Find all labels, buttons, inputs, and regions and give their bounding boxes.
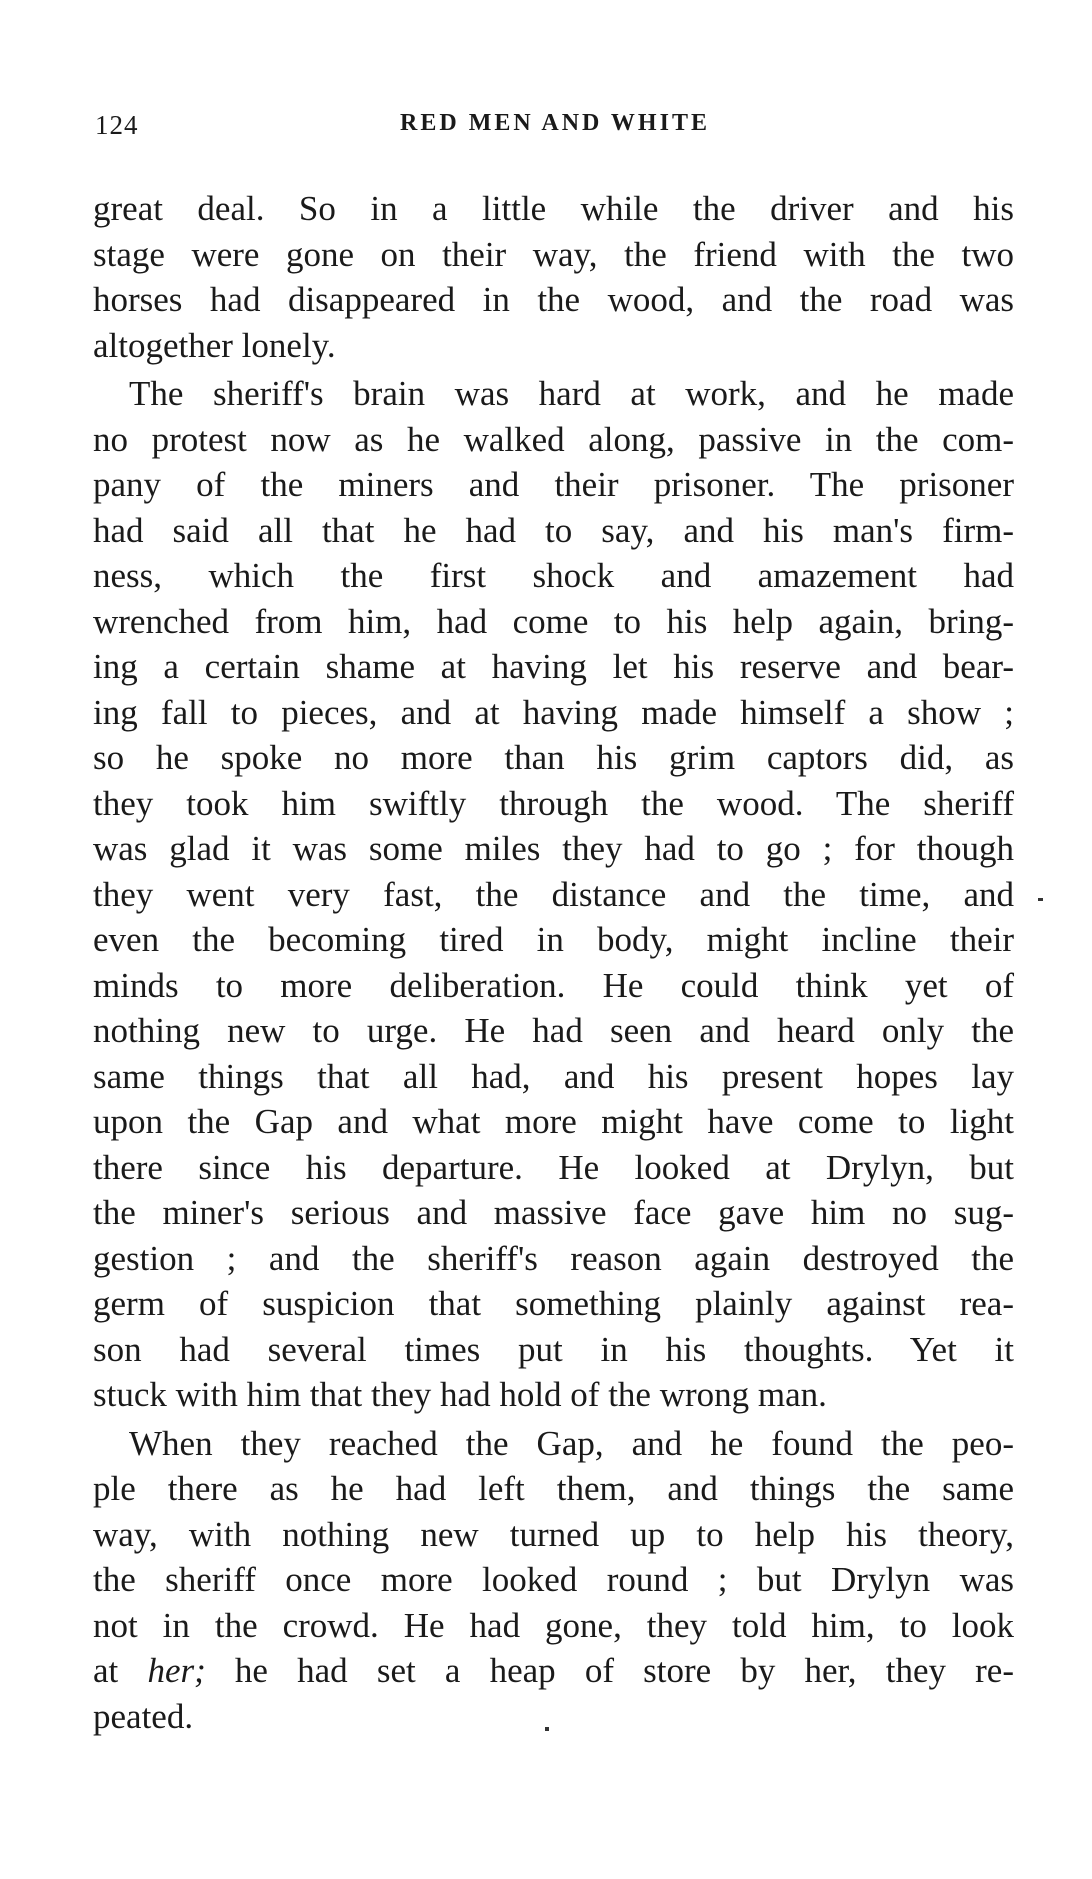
text-line: pany of the miners and their prisoner. The prisoner <box>93 465 1014 504</box>
text-line: upon the Gap and what more might have come to light <box>93 1102 1014 1141</box>
stray-ink-mark <box>545 1727 549 1731</box>
running-title: RED MEN AND WHITE <box>400 110 710 136</box>
text-fragment: he had set a heap of store by her, they re- <box>205 1651 1014 1690</box>
text-line: altogether lonely. <box>93 325 336 365</box>
text-line: stuck with him that they had hold of the wrong man. <box>93 1375 827 1414</box>
text-line: wrenched from him, had come to his help again, bring- <box>93 601 1014 641</box>
text-line: ness, which the first shock and amazement had <box>93 556 1014 595</box>
text-line: germ of suspicion that something plainly against rea- <box>93 1284 1014 1323</box>
text-line: even the becoming tired in body, might incline their <box>93 920 1014 959</box>
text-line: the miner's serious and massive face gave him no sug- <box>93 1193 1014 1232</box>
text-line: nothing new to urge. He had seen and heard only the <box>93 1011 1014 1050</box>
text-line: peated. <box>93 1696 194 1736</box>
text-line: was glad it was some miles they had to go ; for though <box>93 829 1014 868</box>
text-line: they went very fast, the distance and the time, and <box>93 874 1014 914</box>
text-line: they took him swiftly through the wood. The sheriff <box>93 783 1014 823</box>
text-line: not in the crowd. He had gone, they told him, to look <box>93 1605 1014 1645</box>
text-line: no protest now as he walked along, passive in the com- <box>93 419 1014 459</box>
page-number: 124 <box>95 110 139 140</box>
body-text <box>93 186 1014 1739</box>
stray-ink-mark <box>1038 898 1043 901</box>
text-line: ple there as he had left them, and things the same <box>93 1469 1014 1508</box>
text-line: minds to more deliberation. He could think yet of <box>93 965 1014 1005</box>
text-line: When they reached the Gap, and he found the peo- <box>129 1423 1014 1463</box>
text-line: so he spoke no more than his grim captors did, as <box>93 738 1014 777</box>
text-line: gestion ; and the sheriff's reason again destroyed the <box>93 1238 1014 1278</box>
text-line: The sheriff's brain was hard at work, and he made <box>129 374 1014 413</box>
text-line: great deal. So in a little while the driver and his <box>93 189 1014 228</box>
text-line: the sheriff once more looked round ; but Drylyn was <box>93 1560 1014 1599</box>
page-header <box>95 110 1015 150</box>
text-line: stage were gone on their way, the friend with the two <box>93 234 1014 274</box>
text-line: way, with nothing new turned up to help his theory, <box>93 1514 1014 1554</box>
text-line: had said all that he had to say, and his man's firm- <box>93 510 1014 550</box>
text-line: horses had disappeared in the wood, and the road was <box>93 280 1014 319</box>
text-line: son had several times put in his thoughts. Yet it <box>93 1329 1014 1369</box>
text-line: there since his departure. He looked at Drylyn, but <box>93 1147 1014 1187</box>
text-line: ing a certain shame at having let his reserve and bear- <box>93 647 1014 686</box>
italic-emphasis: her; <box>147 1651 206 1690</box>
text-line-with-italic <box>93 1648 1014 1694</box>
text-line: same things that all had, and his present hopes lay <box>93 1056 1014 1096</box>
text-line: ing fall to pieces, and at having made himself a show ; <box>93 692 1014 732</box>
text-fragment: at <box>93 1651 148 1690</box>
